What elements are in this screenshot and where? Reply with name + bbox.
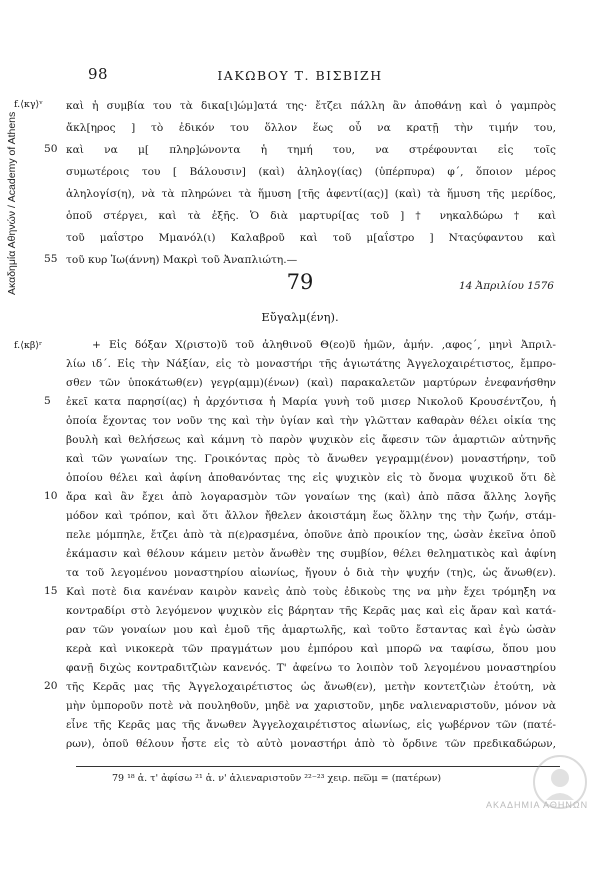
line-number: 50	[44, 143, 58, 155]
text-line: τῆς Κερᾶς μας τῆς Ἀγγελοχαιρέτιστος ὡς ἄνωθ(εν), μετὴν κοντετζιὼν ἐτούτη, νὰ	[66, 681, 556, 693]
document-number: 79	[286, 270, 314, 294]
text-line: φανῇ διχὼς κοντραδιτζιὼν κανενός. Τ' ἀφείνω το λοιπὸν τοῦ λεγομένου μοναστηρίου	[66, 662, 556, 674]
text-line: πελε μόμπηλε, ἔτζει ἀπὸ τὰ π(ε)ρασμένα, ὁποῦνε ἀπὸ προικίον της, ὡσὰν ἐκεῖνα ὁποῦ	[66, 529, 556, 541]
text-line: ὁποίου θέλει καὶ ἀφίνη ἀποθανόντας της εἰς ψυχικὸν εἰς τὸ ὄνομα ψυχικοῦ ὅτι δὲ	[66, 472, 556, 484]
text-line: τα τοῦ λεγομένου μοναστηρίου αἰωνίως, ἤγουν ὁ διὰ τὴν ψυχήν (τη)ς, ὡς ἄνωθ(εν).	[66, 567, 556, 579]
apparatus-rule	[76, 766, 560, 767]
text-line: ἐκεῖ κατα παρησί(ας) ἡ ἀρχόντισα ἡ Μαρία γυνὴ τοῦ μισερ Νικολοῦ Κρουσέντζου, ἡ	[66, 396, 556, 408]
folio-marker: f.⟨κβ⟩ʳ	[14, 340, 43, 351]
document-place: Εὔγαλμ(ένη).	[261, 310, 339, 324]
text-line: Καὶ ποτὲ δια κανέναν καιρὸν κανεὶς ἀπὸ τοὺς ἐδικοὺς της να μὴν ἔχει τρόμηξη να	[66, 586, 556, 598]
text-line: κοντραδίρι στὸ λεγόμενον ψυχικὸν εἰς βάρηταν τῆς Κερᾶς μας καὶ εἰς ἄραν καὶ κατά-	[66, 605, 556, 617]
critical-apparatus: 79 ¹⁸ ἀ. τ' ἀφίσω ²¹ ἀ. ν' ἀλιεναριστοῦν ²²⁻²³ χειρ. πε͞ωμ = (πατέρων)	[112, 773, 442, 784]
text-line: μὴν ὑμποροῦν ποτὲ νὰ πουληθοῦν, μηδὲ να χαριστοῦν, μηδε ναλιεναριστοῦν, μόνον νὰ	[66, 700, 556, 712]
text-line: ὁποῦ στέργει, καὶ τὰ ἐξῆς. Ὁ διὰ μαρτυρί[ας τοῦ ] † νηκαλδώρω † καὶ	[66, 210, 556, 222]
text-line: λίω ιδ´. Εἰς τὴν Νάξίαν, εἰς τὸ μοναστήρι τῆς ἁγιωτάτης Ἀγγελοχαιρέτιστος, ἔμπρο-	[66, 358, 556, 370]
text-line: ρων), ὁποῦ θέλουν ἦστε εἰς τὸ αὐτὸ μοναστήρι ἀπὸ τὸ ὄρδινε τῶν πρεδικαδώρων,	[66, 738, 556, 750]
text-line: βουλὴ καὶ θελήσεως καὶ κάμνη τὸ παρὸν ψυχικὸν εἰς ἄφεσιν τῶν ἁμαρτιῶν αὐτηνῆς	[66, 434, 556, 446]
page-number: 98	[88, 65, 109, 83]
side-label: Ακαδημία Αθηνών / Academy of Athens	[6, 111, 18, 295]
running-title: ΙΑΚΩΒΟΥ Τ. ΒΙΣΒΙΖΗ	[217, 68, 383, 83]
text-line: ἀληλογίσ(η), νὰ τὰ πληρώνει τὰ ἥμυση [τῆς ἀφεντί(ας)] (καὶ) τὰ ἥμυση τῆς μερίδος,	[66, 188, 556, 200]
line-number: 5	[44, 395, 51, 407]
text-line: μόδον καὶ τρόπον, καὶ ὅτι ἄλλον ἤθελεν ἀκοιστάμη ἕως ὅλλην της τὴν ζωήν, στάμ-	[66, 510, 556, 522]
text-line: τοῦ μαΐστρο Μμανόλ(ι) Καλαβροῦ καὶ τοῦ μ[αΐστρο ] Νταςύφαντου καὶ	[66, 232, 556, 244]
text-line: καὶ να μ[ πληρ]ώνοντα ἡ τημή του, να στρέφουνται εἰς τοῖς	[66, 144, 556, 156]
folio-marker: f.⟨κγ⟩ᵛ	[14, 99, 43, 110]
text-line: σθεν τῶν ὑποκάτωθ(εν) γεγρ(αμμ)(ένων) (καὶ) παρακαλετῶν μαρτύρων ἐνεφανήσθην	[66, 377, 556, 389]
line-number: 20	[44, 680, 58, 692]
line-number: 10	[44, 490, 58, 502]
text-line: ὁποία ἔχοντας τον νοῦν της καὶ τὴν ὑγίαν καὶ τὴν γλῶτταν καθαρὰν θέλει οἰκία της	[66, 415, 556, 427]
text-line: κερὰ καὶ νικοκερὰ τῶν πραγμάτων μου ἐμπόρου καὶ μπορῶ να ταφίσω, ὅπου μου	[66, 643, 556, 655]
text-line: ραν τῶν γοναίων μου καὶ ἐμοῦ τῆς ἁμαρτωλῆς, καὶ τοῦτο ἔσταντας καὶ ἐγὼ ὡσὰν	[66, 624, 556, 636]
text-line: καὶ τῶν γωναίων της. Γροικόντας πρὸς τὸ ἄνωθεν γεγραμμ(ένον) μοναστήρην, τοῦ	[66, 453, 556, 465]
text-line: καὶ ἡ συμβία του τὰ δικα[ι]ώμ]ατά της· ἔτζει πάλλη ἂν ἀποθάνῃ καὶ ὁ γαμπρὸς	[66, 100, 556, 112]
text-line: ἄρα καὶ ἂν ἔχει ἀπὸ λογαρασμὸν τῶν γοναίων της (καὶ) ἀπὸ πᾶσα ἄλλης λογῆς	[66, 491, 556, 503]
text-line: ἐκάμασιν καὶ θέλουν κάμειν μετὸν ἄνωθὲν της συμβίον, θέλει θεληματικὸς καὶ ἀφίνη	[66, 548, 556, 560]
text-line: τοῦ κυρ Ἰω(άννη) Μακρὶ τοῦ Ἀναπλιώτη.—	[66, 254, 298, 266]
text-line: + Εἰς δόξαν Χ(ριστο)ῦ τοῦ ἀληθινοῦ Θ(εο)ῦ ἡμῶν, ἀμήν. ,αφος´, μηνὶ Ἀπριλ-	[92, 339, 556, 351]
document-date: 14 Ἀπριλίου 1576	[458, 280, 554, 292]
text-line: εἶνε τῆς Κερᾶς μας τῆς ἄνωθεν Ἀγγελοχαιρέτιστος αἰωνίως, εἰς γωβέρνον τῶν (πατέ-	[66, 719, 556, 731]
line-number: 15	[44, 585, 58, 597]
text-line: ἄκλ[ηρος ] τὸ ἐδικόν του ὅλλον ἕως οὗ να κρατῇ τὴν τιμήν του,	[66, 122, 556, 134]
academy-watermark: ΑΚΑΔΗΜΙΑ ΑΘΗΝΩΝ	[486, 800, 589, 810]
line-number: 55	[44, 253, 58, 265]
text-line: συμωτέροις του [ Βάλουσιν] (καὶ) ἀληλογ(ίας) (ὑπέρπυρα) φ´, ὅποιον μέρος	[66, 166, 556, 178]
